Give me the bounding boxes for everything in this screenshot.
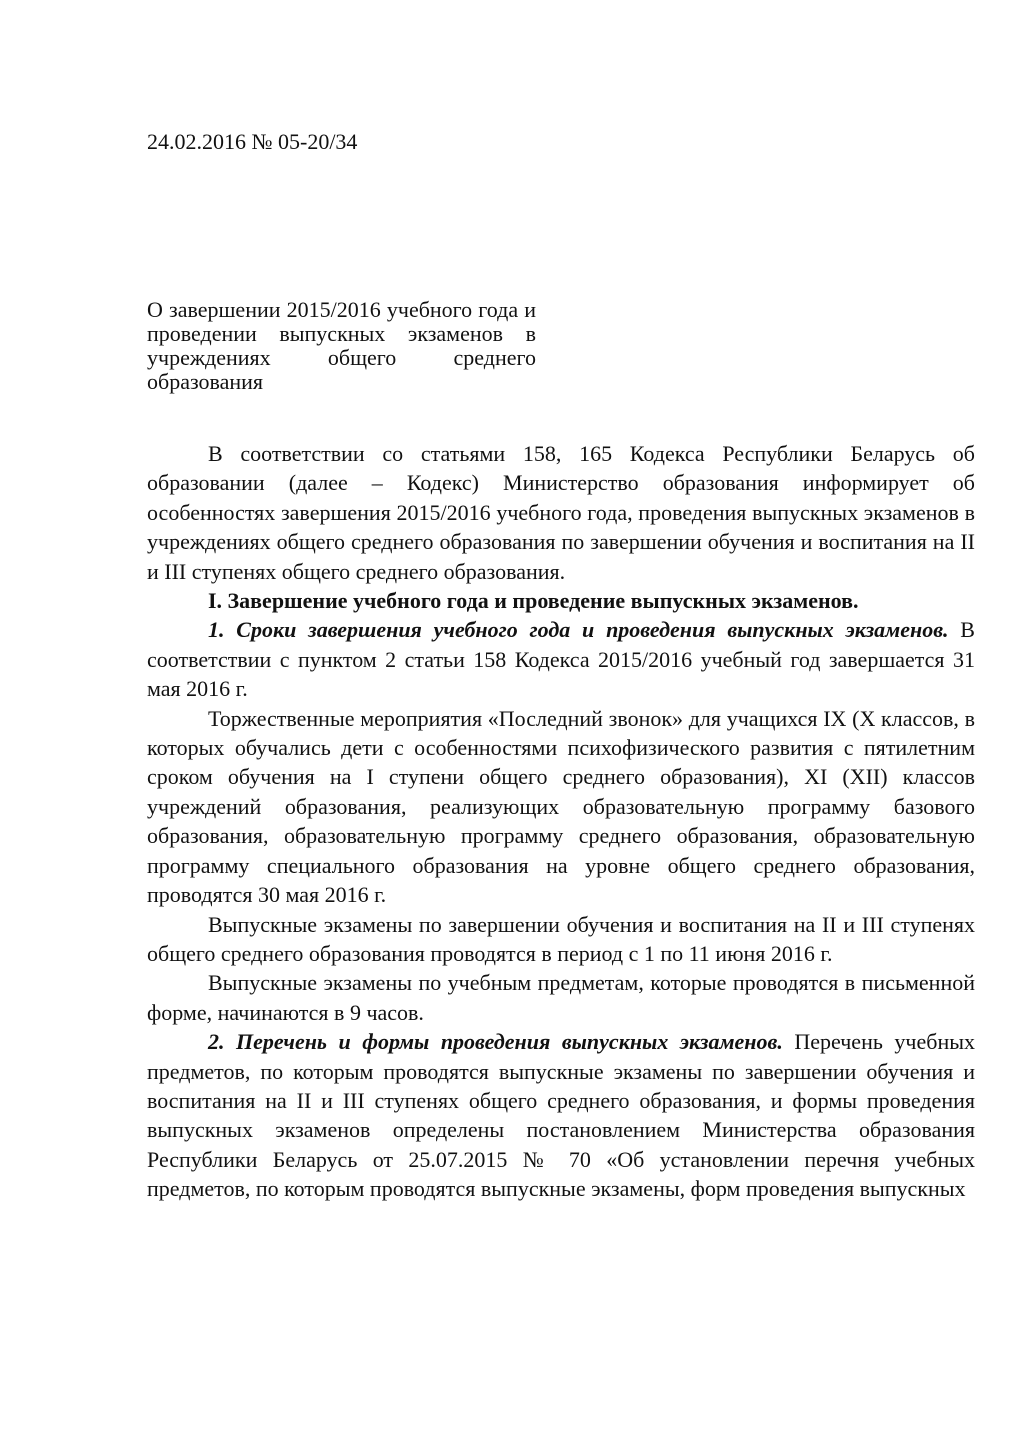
document-title: О завершении 2015/2016 учебного года и проведении выпускных экзаменов в учреждениях общего среднего образования bbox=[147, 297, 536, 394]
item-1-text: В соответствии с пунктом 2 статьи 158 Кодекса 2015/2016 учебный год завершается 31 мая 2016 г. bbox=[147, 617, 975, 702]
document-reference: 24.02.2016 № 05-20/34 bbox=[147, 129, 358, 154]
item-1-heading: 1. Сроки завершения учебного года и проведения выпускных экзаменов. bbox=[208, 617, 949, 643]
item-2-paragraph bbox=[147, 1027, 975, 1203]
item-1-paragraph bbox=[147, 615, 975, 703]
item-2-text: Перечень учебных предметов, по которым проводятся выпускные экзамены по завершении обучения и воспитания на II и III ступенях общего среднего образования, и формы проведения выпускных экзаменов определены постановлением Министерства образования Республики Беларусь от 25.07.2015 № 70 «Об установлении перечня учебных предметов, по которым проводятся выпускные экзамены, форм проведения выпускных bbox=[147, 1029, 975, 1202]
section-heading: I. Завершение учебного года и проведение выпускных экзаменов. bbox=[208, 588, 859, 614]
document-body bbox=[147, 439, 975, 1204]
exam-time-paragraph: Выпускные экзамены по учебным предметам, которые проводятся в письменной форме, начинаются в 9 часов. bbox=[147, 970, 975, 1025]
exam-period-paragraph: Выпускные экзамены по завершении обучения и воспитания на II и III ступенях общего среднего образования проводятся в период с 1 по 11 июня 2016 г. bbox=[147, 911, 975, 966]
intro-paragraph: В соответствии со статьями 158, 165 Кодекса Республики Беларусь об образовании (далее – Кодекс) Министерство образования информирует об особенностях завершения 2015/2016 учебного года, проведения выпускных экзаменов в учреждениях общего среднего образования по завершении обучения и воспитания на II и III ступенях общего среднего образования. bbox=[147, 441, 975, 584]
item-2-heading: 2. Перечень и формы проведения выпускных экзаменов. bbox=[208, 1029, 783, 1055]
last-bell-paragraph: Торжественные мероприятия «Последний звонок» для учащихся IX (X классов, в которых обучались дети с особенностями психофизического развития с пятилетним сроком обучения на I ступени общего среднего образования), XI (XII) классов учреждений образования, реализующих образовательную программу базового образования, образовательную программу среднего образования, образовательную программу специального образования на уровне общего среднего образования, проводятся 30 мая 2016 г. bbox=[147, 705, 975, 908]
